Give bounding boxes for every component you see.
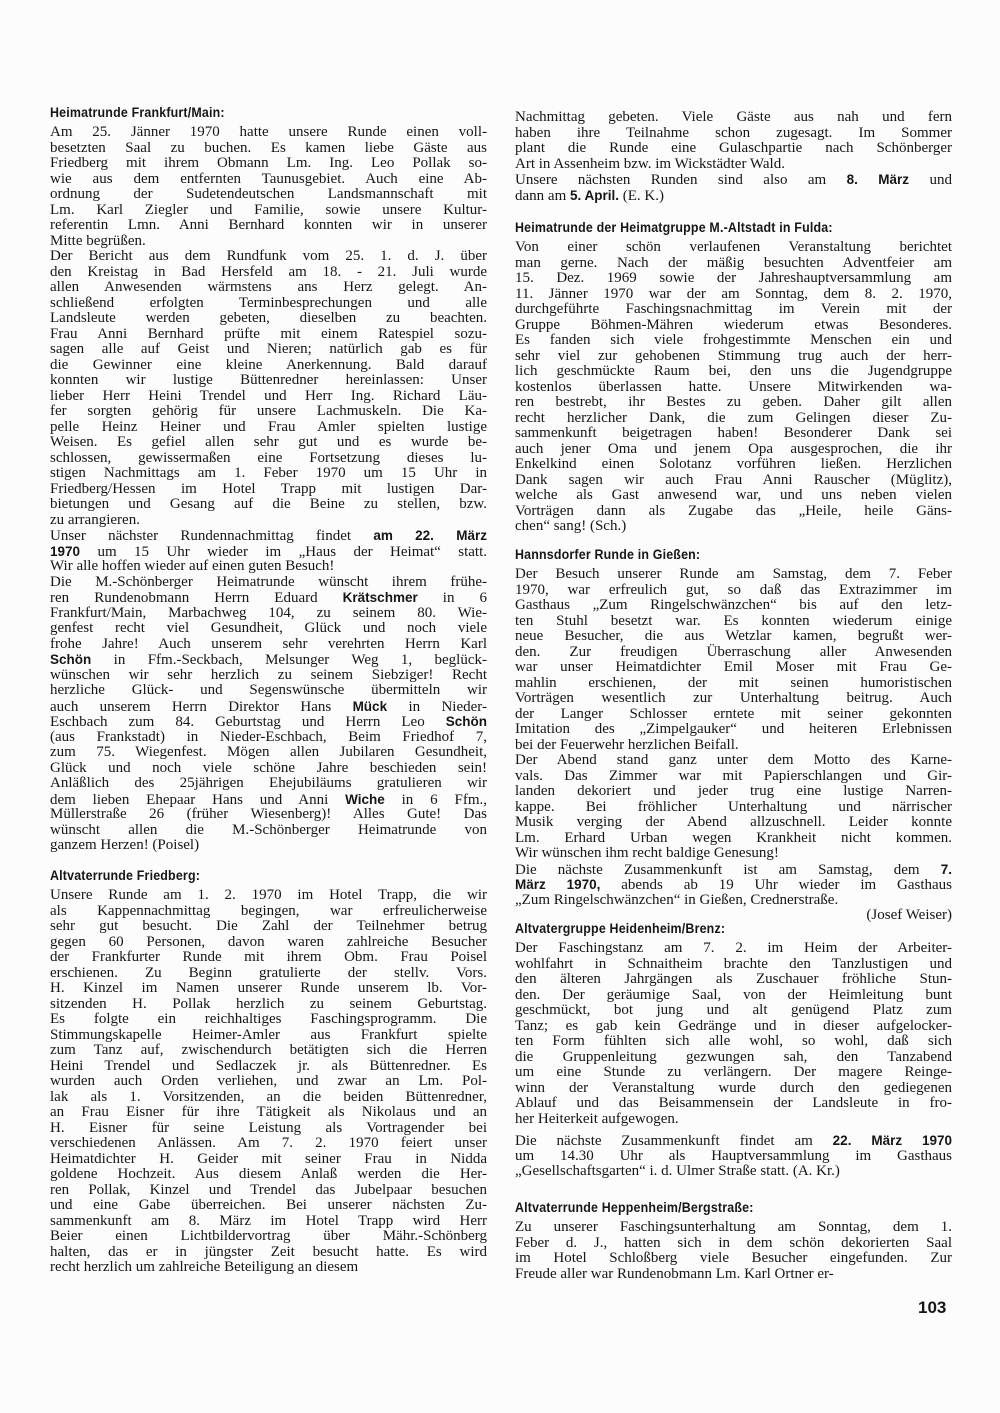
text-line: Unser nächster Rundennachmittag findet am 22. März bbox=[50, 528, 488, 544]
article-body bbox=[50, 125, 487, 854]
text-line: recht herzlicher Dank, die zum Gelingen dieser Zu- bbox=[515, 409, 952, 426]
text-line: Zu unserer Faschingsunterhaltung am Sonntag, dem 1. bbox=[515, 1219, 952, 1235]
bold-text: 22. März 1970 bbox=[832, 1133, 952, 1148]
text-line: Unsere Runde am 1. 2. 1970 im Hotel Trapp, die wir bbox=[50, 887, 487, 903]
text-line: den älteren Jahrgängen als Zuschauer fröhliche Stun- bbox=[515, 971, 952, 987]
text-line: allen Anwesenden wärmstens ans Herz gelegt. An- bbox=[50, 279, 487, 295]
text-line: 1970, war erfreulich gut, so daß das Extrazimmer im bbox=[515, 581, 952, 598]
text-line: erschienen. Zu Beginn gratulierte der stellv. Vors. bbox=[50, 964, 487, 981]
text-line: Eschbach zum 84. Geburtstag und Herrn Leo Schön bbox=[50, 714, 487, 730]
article-body bbox=[515, 240, 952, 535]
text-line: plant die Runde eine Gulaschpartie nach Schönberger bbox=[515, 140, 952, 156]
paragraph bbox=[515, 862, 952, 909]
text-line: gegen 60 Personen, davon waren zahlreiche Besucher bbox=[50, 933, 487, 950]
text-line: Mitte begrüßen. bbox=[50, 232, 146, 249]
text-line: März 1970, abends ab 19 Uhr wieder im Gasthaus bbox=[515, 877, 952, 893]
text-line: zu arrangieren. bbox=[50, 511, 140, 528]
text-line: geschmückt, bot jung und alt genügend Platz zum bbox=[515, 1002, 952, 1018]
article-heading: Heimatrunde der Heimatgruppe M.-Altstadt in Fulda: bbox=[515, 220, 833, 235]
text-line: Lm. Karl Ziegler und Familie, sowie unsere Kultur- bbox=[50, 201, 487, 218]
text-line: Unsere nächsten Runden sind also am 8. März und bbox=[515, 172, 952, 188]
text-line: Der Bericht aus dem Rundfunk vom 25. 1. d. J. über bbox=[50, 248, 487, 264]
text-line: landen dekoriert und jeder trug eine lustige Narren- bbox=[515, 783, 952, 799]
bold-text: März 1970, bbox=[515, 877, 601, 892]
text-line: Friedberg mit ihrem Obmann Lm. Ing. Leo Pollak so- bbox=[50, 155, 487, 171]
text-line: Gruppe Böhmen-Mähren wiederum etwas Besonderes. bbox=[515, 316, 952, 333]
article-body bbox=[515, 1220, 952, 1282]
text-line: auch jener Oma und jenem Opa ausgesprochen, die ihr bbox=[515, 440, 952, 457]
paragraph bbox=[50, 125, 487, 249]
text-line: wünscht allen die M.-Schönberger Heimatrunde von bbox=[50, 821, 487, 838]
text-line: schlossen, gewissermaßen eine Fortsetzung dieses lu- bbox=[50, 449, 487, 466]
article-heading: Altvaterrunde Heppenheim/Bergstraße: bbox=[515, 1200, 754, 1215]
text-line: ordnung der Sudetendeutschen Landsmannschaft mit bbox=[50, 186, 487, 202]
text-line: „Zum Ringelschwänzchen“ in Gießen, Crednerstraße. bbox=[515, 891, 839, 908]
text-line: Es folgte ein reichhaltiges Faschingsprogramm. Die bbox=[50, 1011, 487, 1027]
text-line: Lm. Erhard Urban wegen Krankheit nicht kommen. bbox=[515, 829, 952, 846]
bold-text: Schön bbox=[50, 652, 92, 667]
text-line: Gasthaus „Zum Ringelschwänzchen“ bis auf den letz- bbox=[515, 597, 952, 613]
text-line: ren Rundenobmann Herrn Eduard Krätschmer in 6 bbox=[50, 590, 488, 606]
text-line: den. Zur freudigen Überraschung aller Anwesenden bbox=[515, 643, 952, 660]
text-line: Müllerstraße 26 (früher Wiesenberg)! Alles Gute! Das bbox=[50, 806, 487, 822]
text-line: dann am 5. April. (E. K.) bbox=[515, 187, 664, 204]
article-altvatergruppe-heidenheim bbox=[515, 920, 952, 1180]
text-line: Glück und noch viele schöne Jahre beschieden sein! bbox=[50, 759, 487, 776]
text-line: Ablauf und das Beisammensein der Landsleute in fro- bbox=[515, 1095, 952, 1111]
text-line: ten Stuhl besetzt war. Es konnten wiederum einige bbox=[515, 612, 952, 629]
text-line: konnten wir lustige Büttenredner hereinlassen: Unser bbox=[50, 372, 487, 388]
text-line: kostenlos überlassen hatte. Unsere Mitwirkenden wa- bbox=[515, 378, 952, 395]
text-line: die Gruppenleitung gezwungen sah, den Tanzabend bbox=[515, 1048, 952, 1065]
text-line: um 14.30 Uhr als Hauptversammlung im Gasthaus bbox=[515, 1147, 952, 1164]
text-line: fer sorgten gehörig für unsere Lachmuskeln. Die Ka- bbox=[50, 403, 487, 419]
text-line: schließend erfolgten Terminbesprechungen und alle bbox=[50, 294, 487, 311]
text-line: Landsleute werden gebeten, dieselben zu beachten. bbox=[50, 310, 487, 326]
paragraph bbox=[50, 888, 487, 1276]
text-line: Weisen. Es gefiel allen sehr gut und es wurde be- bbox=[50, 434, 487, 450]
text-line: Friedberg/Hessen im Hotel Trapp mit lustigen Dar- bbox=[50, 480, 487, 497]
text-line: und eine Gabe überreichen. Bei unserer nächsten Zu- bbox=[50, 1197, 487, 1213]
text-line: die Gewinner eine kleine Anerkennung. Bald darauf bbox=[50, 356, 487, 373]
text-line: Es fanden sich viele frohgestimmte Menschen ein und bbox=[515, 332, 952, 348]
text-line: ren Pollak, Kinzel und Trendel das Jubelpaar besuchen bbox=[50, 1181, 487, 1198]
text-line: wie aus dem entfernten Taunusgebiet. Auch eine Ab- bbox=[50, 170, 487, 187]
text-line: goldene Hochzeit. Aus diesem Anlaß werden die Her- bbox=[50, 1166, 487, 1182]
text-line: halten, das er in jüngster Zeit besucht hatte. Es wird bbox=[50, 1243, 487, 1260]
text-line: Nachmittag gebeten. Viele Gäste aus nah und fern bbox=[515, 109, 952, 125]
text-line: an Frau Eisner für ihre Tätigkeit als Nikolaus und an bbox=[50, 1104, 487, 1120]
text-line: ganzem Herzen! (Poisel) bbox=[50, 837, 200, 853]
text-line: besetzten Saal zu buchen. Es kamen liebe Gäste aus bbox=[50, 139, 487, 156]
article-altvaterrunde-friedberg bbox=[50, 867, 487, 1276]
text-line: Anläßlich des 25jährigen Ehejubiläums gratulieren wir bbox=[50, 775, 487, 791]
text-line: Der Besuch unserer Runde am Samstag, dem 7. Feber bbox=[515, 566, 952, 582]
text-line: Feber d. J., hatten sich in dem schön dekorierten Saal bbox=[515, 1234, 952, 1251]
text-line: war unser Heimatdichter Emil Moser mit Frau Ge- bbox=[515, 659, 952, 675]
text-line: H. Eisner für seine Leistung als Vortragender bei bbox=[50, 1119, 487, 1136]
text-line: bei der Feuerwehr herzlichen Beifall. bbox=[515, 736, 739, 753]
text-line: Der Faschingstanz am 7. 2. im Heim der Arbeiter- bbox=[515, 940, 952, 956]
text-line: im Hotel Schloßberg viele Besucher eingefunden. Zur bbox=[515, 1250, 952, 1266]
text-line: neue Besucher, die aus Wetzlar kamen, begrußt wer- bbox=[515, 628, 952, 644]
text-line: H. Kinzel im Namen unserer Runde unserem lb. Vor- bbox=[50, 980, 487, 996]
paragraph bbox=[515, 1220, 952, 1282]
paragraph bbox=[50, 528, 487, 575]
article-heimatrunde-fulda bbox=[515, 219, 952, 535]
text-line: Vorträgen wesentlich zur Unterhaltung beitrug. Auch bbox=[515, 690, 952, 706]
text-line: kappe. Bei fröhlicher Unterhaltung und närrischer bbox=[515, 798, 952, 815]
bold-text: 5. April. bbox=[569, 187, 619, 203]
text-line: Der Abend stand ganz unter dem Motto des Karne- bbox=[515, 752, 952, 768]
text-line: Wir wünschen ihm recht baldige Genesung! bbox=[515, 845, 779, 861]
article-body bbox=[50, 888, 487, 1276]
article-heading: Heimatrunde Frankfurt/Main: bbox=[50, 105, 225, 120]
text-line: sitzenden H. Pollak herzlich zu seinem Geburtstag. bbox=[50, 995, 487, 1012]
bold-text: 7. bbox=[940, 861, 952, 877]
text-line: 11. Jänner 1970 war der am Sonntag, dem 8. 2. 1970, bbox=[515, 285, 952, 302]
text-line: Enkelkind einen Solotanz vorführen ließen. Herzlichen bbox=[515, 456, 952, 472]
article-heading: Hannsdorfer Runde in Gießen: bbox=[515, 547, 701, 562]
text-line: vals. Das Zimmer war mit Papierschlangen und Gir- bbox=[515, 767, 952, 784]
article-heading: Altvatergruppe Heidenheim/Brenz: bbox=[515, 921, 726, 936]
text-line: wurden auch Orden verliehen, und zwar an Lm. Pol- bbox=[50, 1073, 487, 1089]
bold-text: Schön bbox=[445, 714, 487, 729]
text-line: sammenkunft am 8. März im Hotel Trapp wird Herr bbox=[50, 1212, 487, 1229]
bold-text: 8. März bbox=[846, 172, 910, 187]
text-line: den Kreistag in Bad Hersfeld am 18. - 21. Juli wurde bbox=[50, 263, 487, 280]
text-line: Tanz; es gab kein Gedränge und in dieser aufgelocker- bbox=[515, 1017, 952, 1034]
text-line: Imitation des „Zimpelgauker“ und heiteren Erlebnissen bbox=[515, 721, 952, 737]
text-line: Freude aller war Rundenobmann Lm. Karl Ortner er- bbox=[515, 1265, 834, 1282]
text-line: Art in Assenheim bzw. im Wickstädter Wald. bbox=[515, 155, 785, 172]
paragraph bbox=[515, 567, 952, 753]
text-line: chen“ sang! (Sch.) bbox=[515, 518, 627, 534]
bold-text: Mück bbox=[352, 698, 388, 714]
paragraph bbox=[515, 172, 952, 203]
paragraph bbox=[50, 249, 487, 528]
text-line: her Heiterkeit aufgewogen. bbox=[515, 1110, 679, 1127]
bold-text: Wiche bbox=[345, 791, 385, 807]
text-line: ren bestrebt, ihr Bestes zu geben. Daher gilt allen bbox=[515, 394, 952, 410]
text-line: den. Der geräumige Saal, von der Heimleitung bunt bbox=[515, 986, 952, 1003]
text-line: Von einer schön verlaufenen Veranstaltung berichtet bbox=[515, 239, 952, 255]
page-number: 103 bbox=[918, 1298, 947, 1317]
text-line: recht herzlich um zahlreiche Beteiligung an diesem bbox=[50, 1259, 359, 1275]
text-line: 1970 um 15 Uhr wieder im „Haus der Heimat“ statt. bbox=[50, 543, 487, 560]
text-line: dem lieben Ehepaar Hans und Anni Wiche in 6 Ffm., bbox=[50, 791, 487, 808]
article-body bbox=[515, 941, 952, 1180]
text-line: (aus Frankstadt) in Nieder-Eschbach, Beim Friedhof 7, bbox=[50, 728, 487, 745]
text-line: Schön in Ffm.-Seckbach, Melsunger Weg 1, beglück- bbox=[50, 652, 487, 668]
text-line: als Kappennachmittag begingen, war erfreulicherweise bbox=[50, 902, 487, 919]
text-line: sehr gut besucht. Die Zahl der Teilnehmer betrug bbox=[50, 918, 487, 934]
text-line: Frau Anni Bernhard prüfte mit einem Ratespiel sozu- bbox=[50, 325, 487, 342]
bold-text: 1970 bbox=[50, 543, 81, 559]
text-line: pelle Heinz Heiner und Frau Amler spielten lustige bbox=[50, 418, 487, 435]
text-line: wünschen wir sehr herzlich zu seinem Siebziger! Recht bbox=[50, 666, 487, 683]
text-line: sagen alle auf Geist und Nieren; natürlich gab es für bbox=[50, 341, 487, 357]
article-signature: (Josef Weiser) bbox=[866, 907, 952, 923]
paragraph bbox=[515, 753, 952, 862]
paragraph bbox=[515, 1133, 952, 1180]
text-line: mahlin erschienen, der mit seinen humoristischen bbox=[515, 674, 952, 691]
text-line: sehr viel zur gehobenen Stimmung trug auch der herr- bbox=[515, 347, 952, 364]
text-line: Heini Trendel und Sedlaczek jr. als Büttenredner. Es bbox=[50, 1057, 487, 1074]
text-line: stigen Nachmittags am 1. Feber 1970 um 15 Uhr in bbox=[50, 465, 487, 481]
text-line: lich geschmückte Raum bei, den uns die Jugendgruppe bbox=[515, 363, 952, 379]
text-line: um eine Stunde zu verlängern. Der magere Reinge- bbox=[515, 1064, 952, 1080]
text-line: der Langer Schlosser erntete mit seiner gekonnten bbox=[515, 705, 952, 722]
article-heimatrunde-frankfurt bbox=[50, 104, 487, 854]
text-line: frohe Jahre! Auch unserem sehr verehrten Herrn Karl bbox=[50, 635, 487, 652]
article-altvaterrunde-heppenheim bbox=[515, 1199, 952, 1282]
text-line: Musik verging der Abend allzuschnell. Leider konnte bbox=[515, 814, 952, 830]
text-line: Stimmungskapelle Heimer-Amler aus Frankfurt spielte bbox=[50, 1026, 487, 1043]
text-line: lieber Herr Heini Trendel und Herr Ing. Richard Läu- bbox=[50, 387, 487, 404]
text-line: der Frankfurter Runde mit ihrem Obm. Frau Poisel bbox=[50, 949, 487, 965]
text-line: sammenkunft beigetragen haben! Besonderer Dank sei bbox=[515, 425, 952, 441]
text-line: referentin Lmn. Anni Bernhard konnten wir in unserer bbox=[50, 217, 487, 233]
text-line: lak als 1. Vorsitzenden, an die beiden Büttenredner, bbox=[50, 1088, 487, 1105]
text-line: welche als Gast anwesend war, und uns neben vielen bbox=[515, 487, 952, 503]
text-line: Frankfurt/Main, Marbachweg 104, zu seinem 80. Wie- bbox=[50, 604, 487, 621]
text-line: Heimatdichter H. Geider mit seiner Frau in Nidda bbox=[50, 1150, 487, 1167]
text-line: verschiedenen Anlässen. Am 7. 2. 1970 feiert unser bbox=[50, 1135, 487, 1151]
text-line: Wir alle hoffen wieder auf einen guten Besuch! bbox=[50, 558, 335, 574]
text-line: zum 75. Wiegenfest. Mögen allen Jubilaren Gesundheit, bbox=[50, 744, 487, 760]
text-line: winn der Veranstaltung wurde durch den gediegenen bbox=[515, 1079, 952, 1096]
text-line: 15. Dez. 1969 sowie der Jahreshauptversammlung am bbox=[515, 270, 952, 286]
article-hannsdorfer-runde-giessen bbox=[515, 546, 952, 924]
text-line: Vorträgen dann als Zugabe das „Heile, heile Gäns- bbox=[515, 502, 952, 519]
paragraph bbox=[515, 110, 952, 172]
text-line: Die nächste Zusammenkunft ist am Samstag, dem 7. bbox=[515, 861, 952, 878]
bold-text: am 22. März bbox=[373, 528, 488, 543]
text-line: Beier einen Lichtbildervortrag über Mähr.-Schönberg bbox=[50, 1228, 487, 1244]
text-line: Die M.-Schönberger Heimatrunde wünscht ihrem frühe- bbox=[50, 573, 487, 590]
text-line: zum Tanz auf, zwischendurch betätigten sich die Herren bbox=[50, 1042, 487, 1058]
text-line: bietungen und Gesang auf die Beine zu stellen, bzw. bbox=[50, 496, 487, 512]
text-line: herzliche Glück- und Segenswünsche übermitteln wir bbox=[50, 682, 487, 698]
article-body bbox=[515, 110, 952, 203]
text-line: genfest recht viel Gesundheit, Glück und noch viele bbox=[50, 620, 487, 636]
article-body bbox=[515, 567, 952, 908]
text-line: man gerne. Nach der mäßig besuchten Adventfeier am bbox=[515, 254, 952, 271]
article-heading: Altvaterrunde Friedberg: bbox=[50, 868, 201, 883]
text-line: haben ihre Teilnahme schon zugesagt. Im Sommer bbox=[515, 124, 952, 141]
paragraph bbox=[50, 575, 487, 854]
text-line: „Gesellschaftsgarten“ i. d. Ulmer Straße statt. (A. Kr.) bbox=[515, 1163, 840, 1179]
text-line: durchgeführte Faschingsnachmittag im Verein mit der bbox=[515, 301, 952, 317]
text-line: ten Form fühlten sich alle wohl, so wohl, daß sich bbox=[515, 1033, 952, 1049]
paragraph bbox=[515, 240, 952, 535]
text-line: wohlfahrt in Schnaitheim brachte den Tanzlustigen und bbox=[515, 955, 952, 972]
paragraph bbox=[515, 941, 952, 1127]
text-line: Am 25. Jänner 1970 hatte unsere Runde einen voll- bbox=[50, 124, 487, 140]
article-friedberg-continued bbox=[515, 110, 952, 203]
text-line: auch unserem Herrn Direktor Hans Mück in Nieder- bbox=[50, 698, 487, 715]
text-line: Die nächste Zusammenkunft findet am 22. März 1970 bbox=[515, 1133, 952, 1149]
text-line: Dank sagen wir auch Frau Anni Rauscher (Müglitz), bbox=[515, 471, 952, 488]
bold-text: Krätschmer bbox=[342, 590, 418, 605]
